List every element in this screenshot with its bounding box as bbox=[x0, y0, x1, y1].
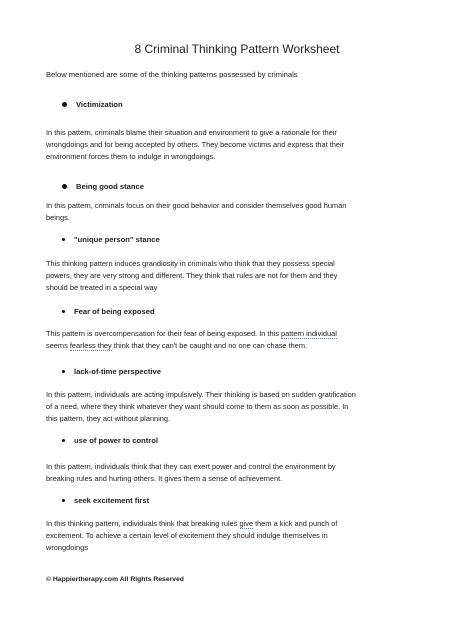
section-heading-use-of-power bbox=[62, 436, 158, 445]
paragraph-line bbox=[46, 328, 430, 340]
heading-label: Victimization bbox=[76, 100, 123, 109]
paragraph-unique-person bbox=[46, 258, 430, 294]
bullet-icon bbox=[62, 238, 65, 241]
paragraph-line: of a need, where they think whatever they want should come to them as soon as possible. In bbox=[46, 402, 349, 411]
heading-label: Fear of being exposed bbox=[74, 307, 155, 316]
spellcheck-underlined-text: pattern individual bbox=[281, 329, 337, 338]
text-run: them a kick and punch of bbox=[253, 519, 338, 528]
paragraph-line: wrongdoings bbox=[46, 543, 88, 552]
heading-label: "unique person" stance bbox=[74, 235, 160, 244]
paragraph-line: this pattern, they act without planning. bbox=[46, 414, 171, 423]
text-run: think that they can't be caught and no one can chase them. bbox=[111, 341, 308, 350]
bullet-icon bbox=[62, 370, 65, 373]
section-heading-unique-person bbox=[62, 235, 160, 244]
text-run: seems bbox=[46, 341, 70, 350]
section-heading-lack-of-time bbox=[62, 367, 161, 376]
heading-label: seek excitement first bbox=[74, 496, 150, 505]
paragraph-line: In this pattern, criminals blame their situation and environment to give a rationale for their bbox=[46, 128, 337, 137]
bullet-icon bbox=[62, 184, 67, 189]
section-heading-being-good bbox=[62, 182, 144, 191]
paragraph-line bbox=[46, 340, 430, 352]
paragraph-line bbox=[46, 518, 430, 530]
spellcheck-underlined-text: give bbox=[239, 519, 254, 528]
intro-text: Below mentioned are some of the thinking patterns possessed by criminals bbox=[46, 70, 298, 79]
paragraph-line: In this pattern, individuals think that they can exert power and control the environment by bbox=[46, 462, 336, 471]
text-run: This pattern is overcompensation for their fear of being exposed. In this bbox=[46, 329, 281, 338]
heading-label: use of power to control bbox=[74, 436, 158, 445]
paragraph-line: environment forces them to indulge in wrongdoings. bbox=[46, 152, 216, 161]
heading-label: Being good stance bbox=[76, 182, 144, 191]
section-heading-seek-excitement bbox=[62, 496, 149, 505]
paragraph-line: wrongdoings and for being accepted by others. They become victims and express that their bbox=[46, 140, 345, 149]
paragraph-line: In this pattern, individuals are acting impulsively. Their thinking is based on sudden gratification bbox=[46, 390, 356, 399]
bullet-icon bbox=[62, 499, 65, 502]
paragraph-being-good bbox=[46, 200, 430, 224]
paragraph-lack-of-time bbox=[46, 389, 430, 425]
paragraph-line: beings. bbox=[46, 213, 70, 222]
paragraph-line: In this pattern, criminals focus on their good behavior and consider themselves good human bbox=[46, 201, 347, 210]
paragraph-line: This thinking pattern induces grandiosity in criminals who think that they possess special bbox=[46, 259, 335, 268]
heading-label: lack-of-time perspective bbox=[74, 367, 161, 376]
bullet-icon bbox=[62, 439, 65, 442]
spellcheck-underlined-text: fearless they bbox=[69, 341, 112, 350]
paragraph-line: breaking rules and hurting others. It gives them a sense of achievement. bbox=[46, 474, 283, 483]
section-heading-fear-exposed bbox=[62, 307, 155, 316]
paragraph-fear-exposed bbox=[46, 328, 430, 352]
paragraph-victimization bbox=[46, 127, 430, 163]
page-title: 8 Criminal Thinking Pattern Worksheet bbox=[134, 42, 340, 56]
bullet-icon bbox=[62, 102, 67, 107]
text-run: In this thinking pattern, individuals think that breaking rules bbox=[46, 519, 240, 528]
paragraph-line: excitement. To achieve a certain level of excitement they should indulge themselves in bbox=[46, 531, 328, 540]
paragraph-use-of-power bbox=[46, 461, 430, 485]
paragraph-line: powers, they are very strong and different. They think that rules are not for them and they bbox=[46, 271, 338, 280]
copyright-footer: © Happiertherapy.com All Rights Reserved bbox=[46, 576, 184, 583]
section-heading-victimization bbox=[62, 100, 123, 109]
paragraph-line: should be treated in a special way bbox=[46, 283, 158, 292]
bullet-icon bbox=[62, 310, 65, 313]
paragraph-seek-excitement bbox=[46, 518, 430, 554]
